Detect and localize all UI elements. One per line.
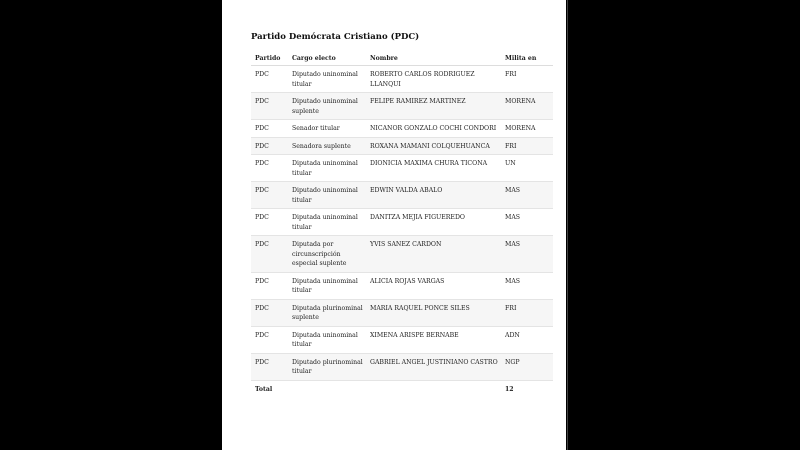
cell-partido: PDC	[251, 120, 288, 138]
cell-cargo: Diputada por circunscripción especial suplente	[288, 236, 366, 273]
section-title: Partido Demócrata Cristiano (PDC)	[251, 32, 420, 42]
header-milita: Milita en	[501, 51, 553, 66]
total-row	[251, 380, 553, 397]
cell-partido: PDC	[251, 326, 288, 353]
table-row	[251, 299, 553, 326]
cell-milita: FRI	[501, 137, 553, 155]
cell-cargo: Diputada uninominal titular	[288, 326, 366, 353]
cell-nombre: DIONICIA MAXIMA CHURA TICONA	[366, 155, 501, 182]
cell-milita: MAS	[501, 209, 553, 236]
cell-milita: FRI	[501, 66, 553, 93]
cell-partido: PDC	[251, 299, 288, 326]
cell-cargo: Diputado uninominal titular	[288, 182, 366, 209]
table-row	[251, 326, 553, 353]
cell-cargo: Diputada uninominal titular	[288, 209, 366, 236]
cell-nombre: GABRIEL ANGEL JUSTINIANO CASTRO	[366, 353, 501, 380]
cell-cargo: Diputada plurinominal suplente	[288, 299, 366, 326]
cell-milita: FRI	[501, 299, 553, 326]
cell-milita: MAS	[501, 182, 553, 209]
cell-partido: PDC	[251, 182, 288, 209]
table-row	[251, 120, 553, 138]
cell-nombre: DANITZA MEJIA FIGUEREDO	[366, 209, 501, 236]
cell-nombre: ROXANA MAMANI COLQUEHUANCA	[366, 137, 501, 155]
cell-cargo: Diputada uninominal titular	[288, 155, 366, 182]
cell-cargo: Diputado plurinominal titular	[288, 353, 366, 380]
table-row	[251, 137, 553, 155]
cell-nombre: MARIA RAQUEL PONCE SILES	[366, 299, 501, 326]
table-row	[251, 155, 553, 182]
cell-milita: UN	[501, 155, 553, 182]
cell-nombre: FELIPE RAMIREZ MARTINEZ	[366, 93, 501, 120]
cell-nombre: NICANOR GONZALO COCHI CONDORI	[366, 120, 501, 138]
table-row	[251, 93, 553, 120]
cell-cargo: Diputado uninominal suplente	[288, 93, 366, 120]
cell-partido: PDC	[251, 155, 288, 182]
cell-cargo: Senador titular	[288, 120, 366, 138]
document-page	[222, 0, 566, 450]
cell-nombre: YVIS SANEZ CARDON	[366, 236, 501, 273]
cell-milita: MORENA	[501, 93, 553, 120]
table-row	[251, 236, 553, 273]
cell-milita: MAS	[501, 272, 553, 299]
cell-cargo: Diputado uninominal titular	[288, 66, 366, 93]
cell-nombre: ALICIA ROJAS VARGAS	[366, 272, 501, 299]
cell-cargo: Senadora suplente	[288, 137, 366, 155]
cell-milita: MAS	[501, 236, 553, 273]
cell-milita: NGP	[501, 353, 553, 380]
table-row	[251, 272, 553, 299]
cell-partido: PDC	[251, 93, 288, 120]
total-label: Total	[251, 380, 501, 397]
cell-partido: PDC	[251, 353, 288, 380]
table-row	[251, 353, 553, 380]
header-cargo: Cargo electo	[288, 51, 366, 66]
header-partido: Partido	[251, 51, 288, 66]
cell-milita: MORENA	[501, 120, 553, 138]
header-row	[251, 51, 553, 66]
cell-nombre: XIMENA ARISPE BERNABE	[366, 326, 501, 353]
results-table	[251, 51, 553, 397]
cell-nombre: EDWIN VALDA ABALO	[366, 182, 501, 209]
table-row	[251, 66, 553, 93]
cell-milita: ADN	[501, 326, 553, 353]
total-value: 12	[501, 380, 553, 397]
table-row	[251, 209, 553, 236]
header-nombre: Nombre	[366, 51, 501, 66]
cell-cargo: Diputada uninominal titular	[288, 272, 366, 299]
cell-partido: PDC	[251, 66, 288, 93]
cell-partido: PDC	[251, 209, 288, 236]
cell-partido: PDC	[251, 236, 288, 273]
cell-nombre: ROBERTO CARLOS RODRIGUEZ LLANQUI	[366, 66, 501, 93]
cell-partido: PDC	[251, 272, 288, 299]
window-edge	[567, 0, 568, 450]
cell-partido: PDC	[251, 137, 288, 155]
table-row	[251, 182, 553, 209]
